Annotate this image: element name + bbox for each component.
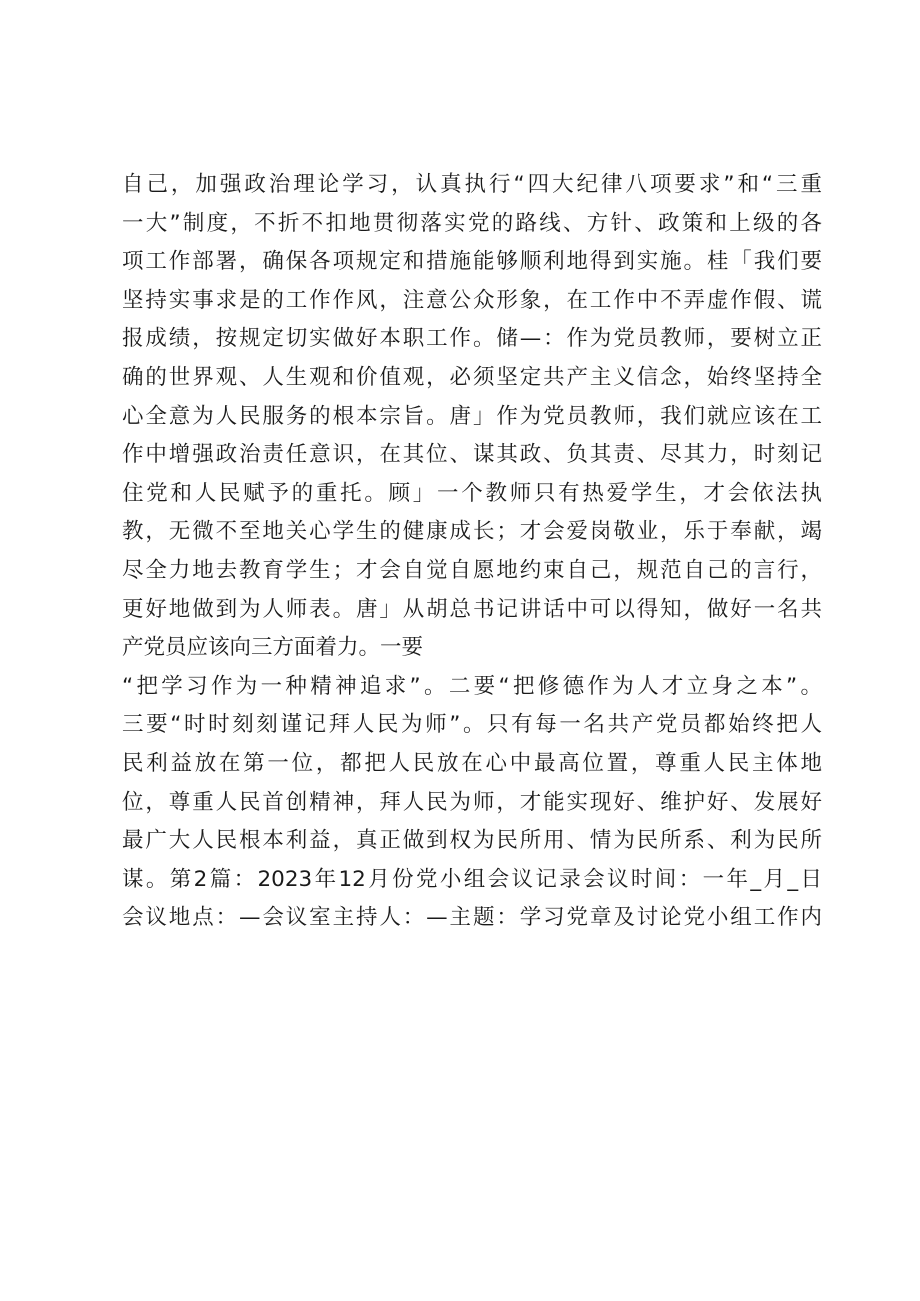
text-line: 教，无微不至地关心学生的健康成长；才会爱岗敬业，乐于奉献，竭 [122,519,822,545]
text-line: 确的世界观、人生观和价值观，必须坚定共产主义信念，始终坚持全 [122,364,822,390]
text-line: 更好地做到为人师表。唐」从胡总书记讲话中可以得知，做好一名共 [122,596,822,622]
text-line: 最广大人民根本利益，真正做到权为民所用、情为民所系、利为民所 [122,828,822,854]
text-line: 作中增强政治责任意识，在其位、谋其政、负其责、尽其力，时刻记 [122,442,822,468]
text-line: 位，尊重人民首创精神，拜人民为师，才能实现好、维护好、发展好 [122,789,822,815]
text-line: “把学习作为一种精神追求”。二要“把修德作为人才立身之本”。 [122,673,822,699]
text-line: 项工作部署，确保各项规定和措施能够顺利地得到实施。桂「我们要 [122,249,822,275]
text-line: 自己，加强政治理论学习，认真执行“四大纪律八项要求”和“三重 [122,172,822,197]
text-line: 产党员应该向三方面着力。一要 [122,635,424,661]
body-text [122,166,822,938]
text-line: 心全意为人民服务的根本宗旨。唐」作为党员教师，我们就应该在工 [122,403,822,429]
text-line: 住党和人民赋予的重托。顾」一个教师只有热爱学生，才会依法执 [122,480,822,506]
text-line: 报成绩，按规定切实做好本职工作。储—：作为党员教师，要树立正 [122,326,822,352]
text-line: 一大”制度，不折不扣地贯彻落实党的路线、方针、政策和上级的各 [122,210,822,236]
text-line: 会议地点：—会议室主持人：—主题：学习党章及讨论党小组工作内 [122,905,822,931]
text-line: 谋。第2篇：2023年12月份党小组会议记录会议时间：一年_月_日 [122,866,822,892]
text-line: 坚持实事求是的工作作风，注意公众形象，在工作中不弄虚作假、谎 [122,287,822,313]
text-line: 民利益放在第一位，都把人民放在心中最高位置，尊重人民主体地 [122,750,822,776]
text-line: 尽全力地去教育学生；才会自觉自愿地约束自己，规范自己的言行， [122,557,822,583]
text-line: 三要“时时刻刻谨记拜人民为师”。只有每一名共产党员都始终把人 [122,712,822,738]
